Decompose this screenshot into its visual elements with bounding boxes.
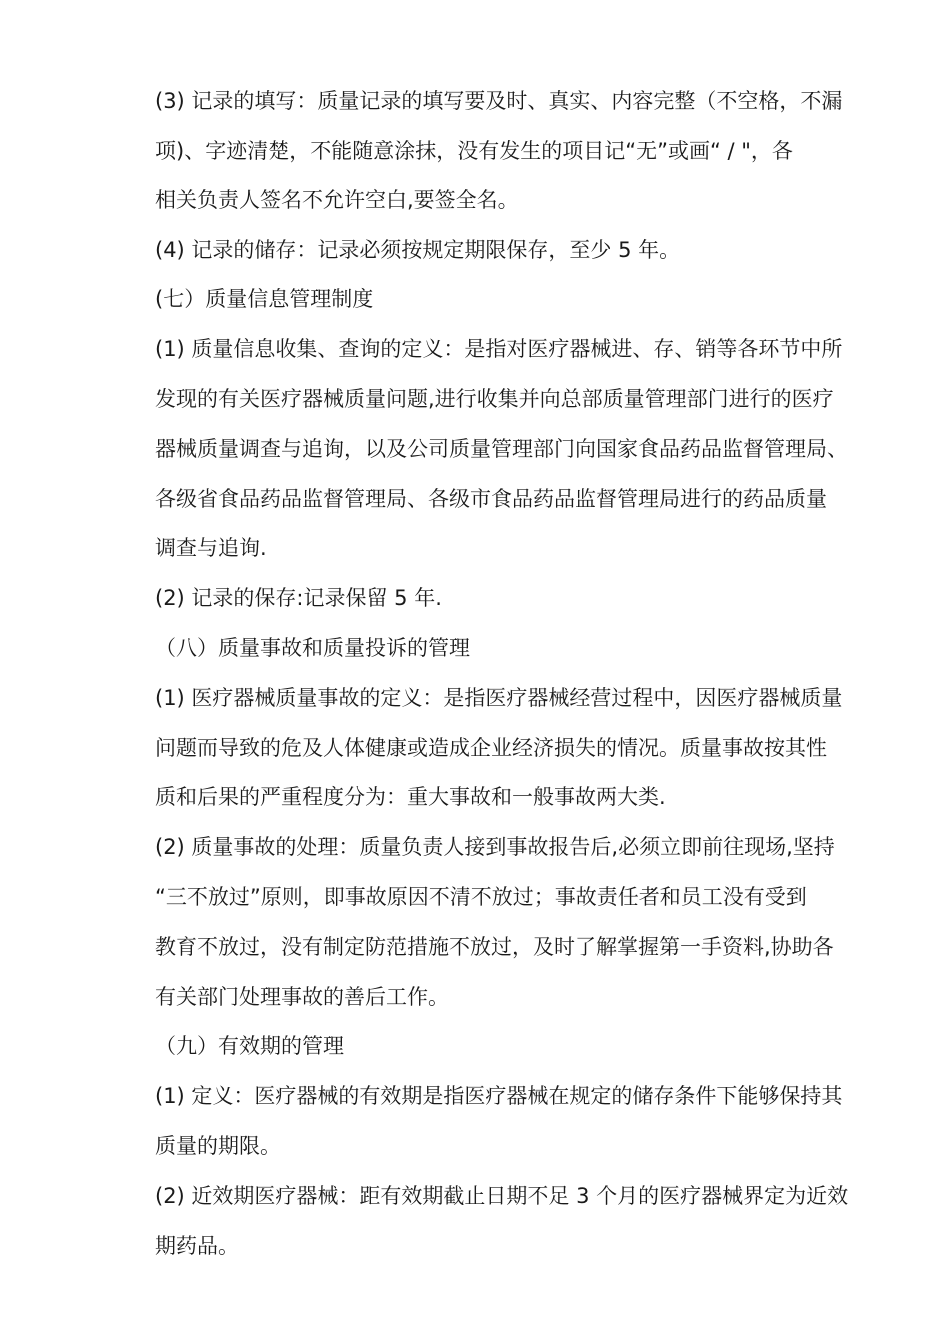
text-line: 教育不放过，没有制定防范措施不放过，及时了解掌握第一手资料,协助各 <box>155 935 834 959</box>
text-line: (3) 记录的填写：质量记录的填写要及时、真实、内容完整（不空格，不漏 <box>155 89 843 113</box>
text-line: 有关部门处理事故的善后工作。 <box>155 985 449 1009</box>
text-line: (2) 记录的保存:记录保留 5 年. <box>155 586 442 610</box>
text-line: 质量的期限。 <box>155 1134 281 1158</box>
text-line: 器械质量调查与追询，以及公司质量管理部门向国家食品药品监督管理局、 <box>155 437 848 461</box>
text-line: (1) 质量信息收集、查询的定义：是指对医疗器械进、存、销等各环节中所 <box>155 337 843 361</box>
text-line: 期药品。 <box>155 1234 239 1258</box>
text-line: “三不放过”原则，即事故原因不清不放过；事故责任者和员工没有受到 <box>155 885 807 909</box>
text-line: (2) 近效期医疗器械：距有效期截止日期不足 3 个月的医疗器械界定为近效 <box>155 1184 849 1208</box>
text-line: 问题而导致的危及人体健康或造成企业经济损失的情况。质量事故按其性 <box>155 736 827 760</box>
section-heading: （九）有效期的管理 <box>155 1034 344 1058</box>
text-line: (2) 质量事故的处理：质量负责人接到事故报告后,必须立即前往现场,坚持 <box>155 835 835 859</box>
text-line: 相关负责人签名不允许空白,要签全名。 <box>155 188 519 212</box>
section-heading: (七）质量信息管理制度 <box>155 287 374 311</box>
text-line: 质和后果的严重程度分为：重大事故和一般事故两大类. <box>155 785 666 809</box>
text-line: (1) 医疗器械质量事故的定义：是指医疗器械经营过程中，因医疗器械质量 <box>155 686 843 710</box>
text-line: 发现的有关医疗器械质量问题,进行收集并向总部质量管理部门进行的医疗 <box>155 387 834 411</box>
text-line: 各级省食品药品监督管理局、各级市食品药品监督管理局进行的药品质量 <box>155 487 827 511</box>
section-heading: （八）质量事故和质量投诉的管理 <box>155 636 470 660</box>
text-line: 调查与追询. <box>155 536 267 560</box>
text-line: 项)、字迹清楚，不能随意涂抹，没有发生的项目记“无”或画“ / "，各 <box>155 139 793 163</box>
text-line: (4) 记录的储存：记录必须按规定期限保存，至少 5 年。 <box>155 238 681 262</box>
text-line: (1) 定义：医疗器械的有效期是指医疗器械在规定的储存条件下能够保持其 <box>155 1084 843 1108</box>
